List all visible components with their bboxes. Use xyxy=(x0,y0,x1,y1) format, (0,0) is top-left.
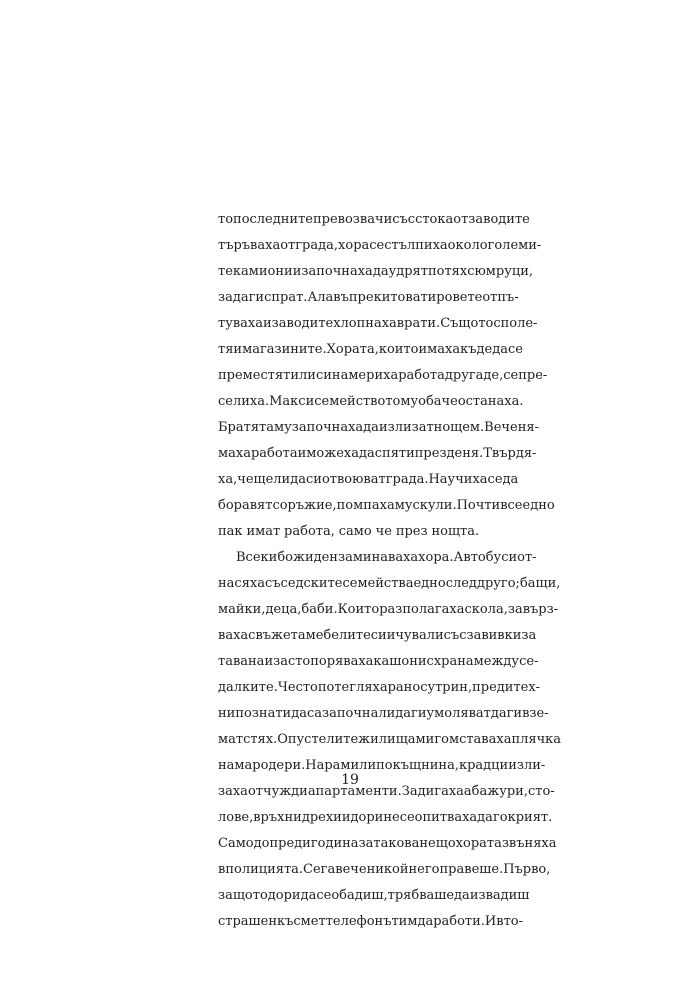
text-line: насяха съседските семейства едно след друго; бащи, xyxy=(218,576,561,591)
text-line: ни познати да са започнали да ги умоляват да ги взе- xyxy=(218,706,549,721)
text-line: Само допреди година за такова нещо хората звъняха xyxy=(218,836,557,851)
text-line: мат с тях. Опустелите жилища мигом ставаха плячка xyxy=(218,732,562,747)
text-line: лове, връхни дрехи и дори не се опитваха да го крият. xyxy=(218,810,553,825)
text-line: на мародери. Нарамили покъщнина, крадци изли- xyxy=(218,758,546,773)
text-line: търъваха от града, хора се стълпиха около големи- xyxy=(218,238,542,253)
text-line: тя и магазините. Хората, които имаха къде да се xyxy=(218,342,523,357)
text-line: майки, деца, баби. Които разполагаха с кола, завърз- xyxy=(218,602,559,617)
text-line: страшен късмет телефонът им да работи. И вто- xyxy=(218,914,523,929)
text-line: пак имат работа, само че през нощта. xyxy=(218,524,480,539)
page-number: 19 xyxy=(341,772,359,788)
text-line: маха работа и можеха да спят и през деня. Твърдя- xyxy=(218,446,537,461)
text-line: заха от чужди апартаменти. Задигаха абажури, сто- xyxy=(218,784,555,799)
text-line: ваха с въжета мебелите си и чували със завивки за xyxy=(218,628,537,643)
text-line: Братята му започнаха да излизат нощем. Вече ня- xyxy=(218,420,539,435)
text-line: то последните превозвачи със стока от заводите xyxy=(218,212,530,227)
text-line: туваха и заводите хлопнаха врати. Същото споле- xyxy=(218,316,538,331)
text-line: ха, че щели да си отвоюват града. Научиха се да xyxy=(218,472,519,487)
text-line: защото дори да се обадиш, трябваше да извадиш xyxy=(218,888,530,903)
text-line: тавана и застопоряваха кашони с храна между се- xyxy=(218,654,539,669)
text-line: Всеки божи ден заминаваха хора. Автобуси от- xyxy=(236,550,537,565)
body-text xyxy=(218,207,562,935)
text-line: боравят с оръжие, помпаха мускули. Почти все едно xyxy=(218,498,555,513)
text-line: селиха. Макс и семейството му обаче останаха. xyxy=(218,394,524,409)
text-line: в полицията. Сега вече никой не го правеше. Първо, xyxy=(218,862,551,877)
text-line: те камиони и започнаха да удрят по тях с юмруци, xyxy=(218,264,534,279)
text-line: преместят или си намериха работа другаде, се пре- xyxy=(218,368,548,383)
text-line: далките. Често потегляха рано сутрин, преди тех- xyxy=(218,680,541,695)
text-line: за да ги спрат. Ала въпреки това тировете отпъ- xyxy=(218,290,519,305)
